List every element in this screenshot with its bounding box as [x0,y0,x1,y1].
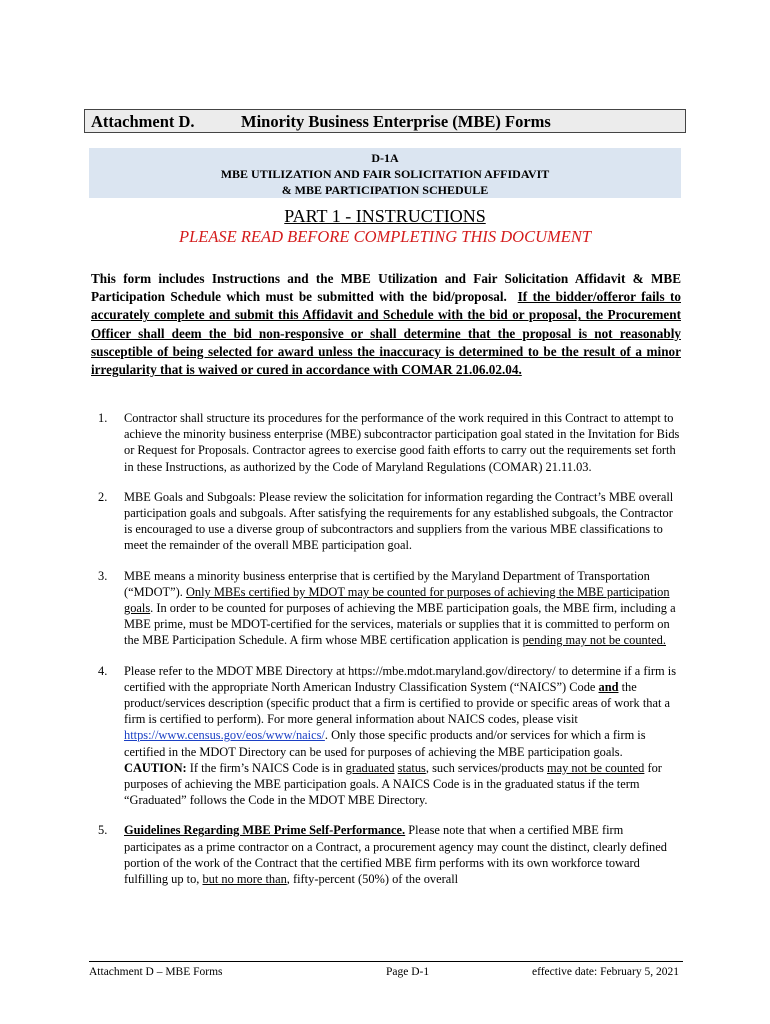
footer-effective-date: effective date: February 5, 2021 [532,966,679,978]
list-item [91,822,683,887]
item-number: 1. [98,411,108,425]
item-text: MBE Goals and Subgoals: Please review the solicitation for information regarding the Contract’s MBE overall participation goals and subgoals. After satisfying the requirements for any established subgoals, the Contractor is encouraged to use a diverse group of subcontractors and suppliers from the various MBE classifications to meet the remainder of the overall MBE participation goal. [124,489,674,553]
item-number: 3. [98,568,108,583]
item-text: If the firm’s NAICS Code is in [186,760,346,775]
page-footer [89,961,683,978]
item-text: , such services/products [425,760,547,775]
item-emphasis: graduated [345,760,395,775]
item-text: Contractor shall structure its procedures for the performance of the work required in this Contract to attempt to achieve the minority business enterprise (MBE) subcontractor participation goal stated in the Invitation for Bids or Request for Proposals. Contractor agrees to exercise good faith efforts to carry out the requirements set forth in these Instructions, as authorized by the Code of Maryland Regulations (COMAR) 21.11.03. [124,411,680,474]
item-text: . In order to be counted for purposes of achieving the MBE participation goals, the MBE firm, including a MBE prime, must be MDOT-certified for the services, materials or supplies that it is committed to perform on the MBE Participation Schedule. A firm whose MBE certification application is [124,601,676,648]
item-text: . Only those specific products and/or services for which a firm is certified in the MDOT Directory can be used for purposes of achieving the MBE participation goals. [124,728,646,759]
attachment-header [84,109,686,133]
part-subtitle: PLEASE READ BEFORE COMPLETING THIS DOCUMENT [178,227,592,246]
intro-paragraph [91,270,681,379]
item-text: for purposes of achieving the MBE participation goals. A NAICS Code is in the graduated status if the term “Graduated” follows the Code in the MDOT MBE Directory. [124,760,662,808]
item-emphasis: status [397,760,426,775]
form-title-line2: & MBE PARTICIPATION SCHEDULE [281,183,489,197]
list-item [91,410,683,475]
list-item [91,663,683,809]
list-item [91,489,683,554]
list-item [91,568,683,649]
intro-warning: If the bidder/offeror fails to accurately complete and submit this Affidavit and Schedule with the bid or proposal, the Procurement Officer shall deem the bid non-responsive or shall determine that the proposal is not reasonably susceptible of being selected for award unless the inaccuracy is determined to be the result of a minor irregularity that is waived or cured in accordance with COMAR 21.06.02.04. [91,289,681,378]
attachment-label: Attachment D. [91,112,195,131]
item-text: , fifty-percent (50%) of the overall [286,872,459,887]
item-text: Please refer to the MDOT MBE Directory at https://mbe.mdot.maryland.gov/directory/ to determine if a firm is certified with the appropriate North American Industry Classification System (“NAICS”) Code [124,663,677,694]
item-emphasis: and [598,679,619,694]
item-emphasis: may not be counted [547,760,645,775]
attachment-title: Minority Business Enterprise (MBE) Forms [241,112,551,131]
item-text: MBE means a minority business enterprise that is certified by the Maryland Department of Transportation (“MDOT”). [124,568,650,599]
form-title-box [89,148,681,198]
instruction-list [91,410,683,901]
footer-page-number: Page D-1 [386,966,430,978]
form-title-line1: MBE UTILIZATION AND FAIR SOLICITATION AFFIDAVIT [220,167,550,181]
caution-label: CAUTION: [124,760,187,775]
item-number: 4. [98,663,108,678]
item-emphasis: pending may not be counted. [522,633,666,648]
item-number: 2. [98,489,108,504]
item-emphasis: but no more than [202,872,287,887]
item-text: Please note that when a certified MBE firm participates as a prime contractor on a Contract, a procurement agency may count the distinct, clearly defined portion of the work of the Contract that the certified MBE firm performs with its own workforce toward fulfilling up to, [124,823,667,887]
naics-link[interactable]: https://www.census.gov/eos/www/naics/ [124,728,325,743]
item-heading: Guidelines Regarding MBE Prime Self-Performance. [124,823,406,838]
item-text: the product/services description (specific product that a firm is certified to provide or specific areas of work that a firm is certified to perform). For more general information about NAICS codes, please visit [124,679,671,727]
item-number: 5. [98,823,108,838]
item-emphasis: Only MBEs certified by MDOT may be counted for purposes of achieving the MBE participation goals [124,584,670,616]
part-title: PART 1 - INSTRUCTIONS [284,206,486,226]
footer-doc-name: Attachment D – MBE Forms [89,966,223,978]
intro-text: This form includes Instructions and the MBE Utilization and Fair Solicitation Affidavit & MBE Participation Schedule which must be submitted with the bid/proposal. [91,271,681,305]
form-code: D-1A [371,151,399,165]
